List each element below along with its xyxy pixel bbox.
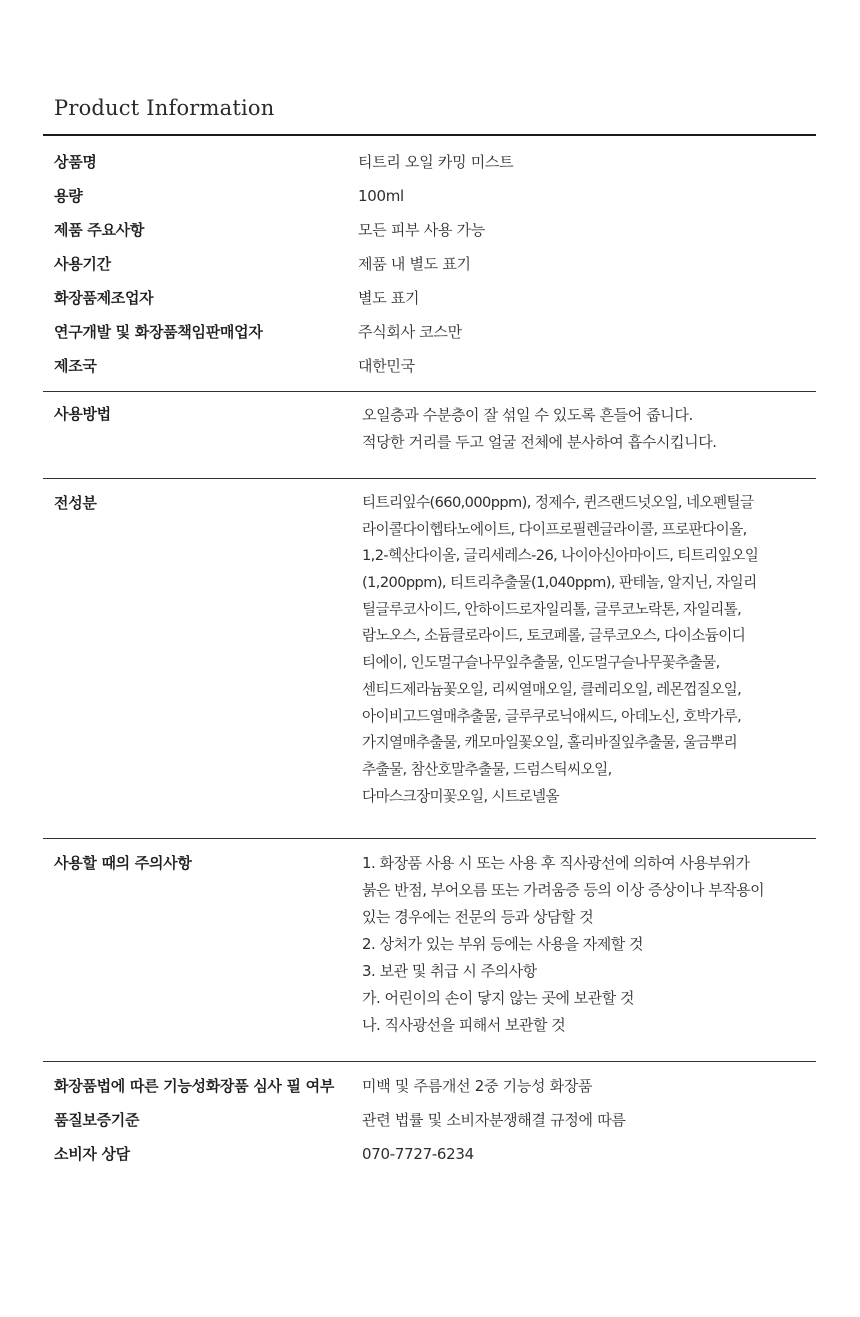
info-value: 티트리 오일 카밍 미스트 <box>358 153 514 171</box>
ingredient-line: 아이비고드열매추출물, 글루쿠로닉애씨드, 아데노신, 호박가루, <box>362 707 742 725</box>
info-label: 제품 주요사항 <box>54 221 145 239</box>
caution-line: 있는 경우에는 전문의 등과 상담할 것 <box>362 908 594 926</box>
info-value: 대한민국 <box>358 357 415 375</box>
ingredient-line: (1,200ppm), 티트리추출물(1,040ppm), 판테놀, 알지닌, 자일리 <box>362 574 757 592</box>
info-label: 제조국 <box>54 357 97 375</box>
ingredients-text <box>362 490 758 810</box>
caution-line: 가. 어린이의 손이 닿지 않는 곳에 보관할 것 <box>362 989 634 1007</box>
ingredient-line: 람노오스, 소듐클로라이드, 토코페롤, 글루코오스, 다이소듐이디 <box>362 627 746 645</box>
info-label: 화장품제조업자 <box>54 289 154 307</box>
info-label: 소비자 상담 <box>54 1145 130 1163</box>
section-divider <box>43 391 816 392</box>
usage-label: 사용방법 <box>54 405 111 423</box>
caution-line: 1. 화장품 사용 시 또는 사용 후 직사광선에 의하여 사용부위가 <box>362 854 750 872</box>
ingredient-line: 라이콜다이헵타노에이트, 다이프로필렌글라이콜, 프로판다이올, <box>362 520 747 538</box>
section-divider <box>43 478 816 479</box>
info-label: 연구개발 및 화장품책임판매업자 <box>54 323 263 341</box>
ingredients-label: 전성분 <box>54 494 97 512</box>
ingredient-line: 가지열매추출물, 캐모마일꽃오일, 홀리바질잎추출물, 울금뿌리 <box>362 734 738 752</box>
info-value: 제품 내 별도 표기 <box>358 255 471 273</box>
info-label: 사용기간 <box>54 255 111 273</box>
caution-line: 3. 보관 및 취급 시 주의사항 <box>362 962 537 980</box>
ingredient-line: 틸글루코사이드, 안하이드로자일리톨, 글루코노락톤, 자일리톨, <box>362 600 742 618</box>
info-value: 관련 법률 및 소비자분쟁해결 규정에 따름 <box>362 1111 626 1129</box>
info-label: 용량 <box>54 187 83 205</box>
caution-line: 2. 상처가 있는 부위 등에는 사용을 자제할 것 <box>362 935 644 953</box>
ingredient-line: 추출물, 참산호말추출물, 드럼스틱씨오일, <box>362 760 612 778</box>
ingredient-line: 다마스크장미꽃오일, 시트로넬올 <box>362 787 560 805</box>
info-value: 100ml <box>358 187 404 205</box>
usage-line: 적당한 거리를 두고 얼굴 전체에 분사하여 흡수시킵니다. <box>362 433 717 451</box>
cautions-text <box>362 850 764 1039</box>
ingredient-line: 티에이, 인도멀구슬나무잎추출물, 인도멀구슬나무꽃추출물, <box>362 654 720 672</box>
ingredient-line: 티트리잎수(660,000ppm), 정제수, 퀸즈랜드넛오일, 네오펜틸글 <box>362 494 754 511</box>
section-divider <box>43 838 816 839</box>
info-value: 070-7727-6234 <box>362 1145 474 1163</box>
info-value: 미백 및 주름개선 2중 기능성 화장품 <box>362 1077 593 1095</box>
info-value: 모든 피부 사용 가능 <box>358 221 485 239</box>
caution-line: 붉은 반점, 부어오름 또는 가려움증 등의 이상 증상이나 부작용이 <box>362 881 765 899</box>
usage-line: 오일층과 수분층이 잘 섞일 수 있도록 흔들어 줍니다. <box>362 406 693 424</box>
ingredient-line: 1,2-헥산다이올, 글리세레스-26, 나이아신아마이드, 티트리잎오일 <box>362 547 759 565</box>
section-divider <box>43 1061 816 1062</box>
info-label: 상품명 <box>54 153 97 171</box>
info-value: 별도 표기 <box>358 289 420 307</box>
info-label: 품질보증기준 <box>54 1111 140 1129</box>
cautions-label: 사용할 때의 주의사항 <box>54 854 192 872</box>
usage-text <box>362 402 717 456</box>
title-divider <box>43 134 816 136</box>
info-label: 화장품법에 따른 기능성화장품 심사 필 여부 <box>54 1077 335 1095</box>
page-title: Product Information <box>54 96 275 120</box>
caution-line: 나. 직사광선을 피해서 보관할 것 <box>362 1016 566 1034</box>
ingredient-line: 센티드제라늄꽃오일, 리씨열매오일, 클레리오일, 레몬껍질오일, <box>362 680 742 698</box>
info-value: 주식회사 코스만 <box>358 323 462 341</box>
